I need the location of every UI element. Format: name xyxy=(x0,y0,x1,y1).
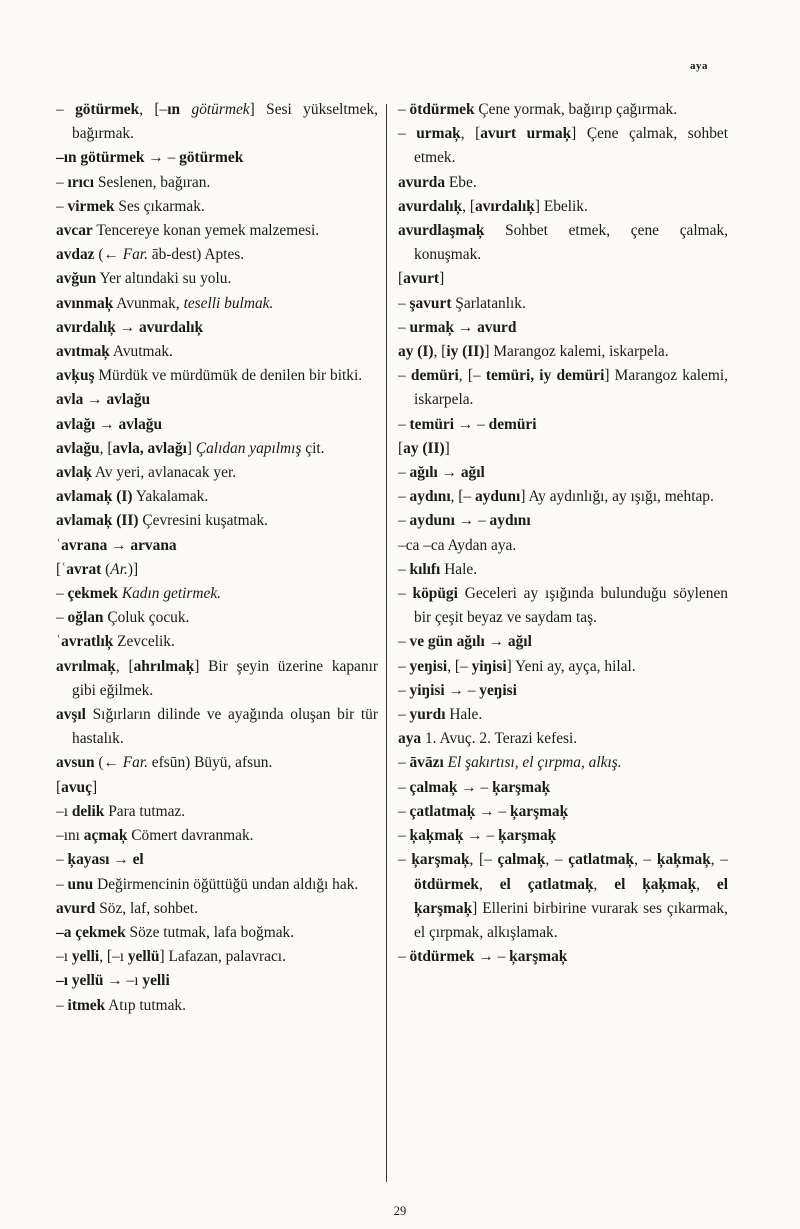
dictionary-entry xyxy=(398,945,728,969)
dictionary-entry xyxy=(56,98,378,146)
dictionary-entry xyxy=(56,146,378,170)
dictionary-entry xyxy=(398,751,728,775)
definition-text: – xyxy=(398,488,410,506)
dictionary-entry xyxy=(398,800,728,824)
definition-text: – xyxy=(398,778,410,796)
headword: unu xyxy=(67,875,94,893)
definition-text: – xyxy=(398,633,410,651)
dictionary-entry xyxy=(56,824,378,848)
definition-text: , – xyxy=(545,851,569,869)
definition-text: – xyxy=(56,609,68,627)
headword: avla xyxy=(56,391,84,409)
definition-text: ] Lafazan, palavracı. xyxy=(159,948,286,966)
dictionary-entry xyxy=(56,509,378,533)
definition-text: – xyxy=(56,197,68,215)
definition-text: Zevcelik. xyxy=(113,633,175,651)
headword: kılıfı xyxy=(409,560,441,578)
definition-text: → xyxy=(109,851,133,869)
dictionary-entry xyxy=(398,558,728,582)
definition-text: Sığırların dilinde ve ayağında oluşan bir tür hastalık. xyxy=(72,706,378,748)
headword: avurd xyxy=(477,318,517,336)
page-number: 29 xyxy=(393,1204,407,1218)
headword: ķarşmaķ xyxy=(498,827,557,845)
headword: –a çekmek xyxy=(56,923,126,941)
dictionary-entry xyxy=(56,437,378,461)
definition-text: ] Sesi yükseltmek, bağırmak. xyxy=(72,101,378,143)
headword: avırdalıķ xyxy=(474,197,535,215)
italic-text: Far. xyxy=(122,246,148,264)
definition-text: – xyxy=(398,706,410,724)
running-head: aya xyxy=(690,60,708,72)
headword: ʿavrana xyxy=(56,536,108,554)
italic-text: Kadın getirmek. xyxy=(121,585,222,603)
italic-text: teselli bulmak. xyxy=(183,294,274,312)
definition-text: , xyxy=(478,875,500,893)
headword: avğun xyxy=(56,270,97,288)
headword: avlamaķ (II) xyxy=(56,512,139,530)
definition-text: – xyxy=(56,851,68,869)
definition-text: – xyxy=(398,560,410,578)
definition-text: → – xyxy=(454,512,490,530)
headword: avurt xyxy=(403,270,440,288)
dictionary-entry xyxy=(398,509,728,533)
definition-text: – xyxy=(398,415,410,433)
definition-text: , [ xyxy=(460,125,481,143)
dictionary-entry xyxy=(398,340,728,364)
headword: ķarşmaķ xyxy=(411,851,470,869)
dictionary-entry xyxy=(398,485,728,509)
definition-text: → – xyxy=(454,415,489,433)
headword: ın xyxy=(167,101,181,118)
definition-text: Mürdük ve mürdümük de denilen bir bitki. xyxy=(94,367,363,385)
dictionary-entry xyxy=(398,195,728,219)
definition-text: Sohbet etmek, çene çalmak, konuşmak. xyxy=(414,222,728,264)
headword: ķaķmaķ xyxy=(409,827,464,845)
dictionary-entry xyxy=(56,969,378,993)
definition-text: Söze tutmak, lafa boğmak. xyxy=(125,923,295,941)
italic-text: götürmek xyxy=(191,101,250,118)
definition-text: ] Ebelik. xyxy=(534,197,588,215)
headword: ķayası xyxy=(67,851,110,869)
headword: ırıcı xyxy=(67,173,95,191)
definition-text: –ı xyxy=(56,948,72,966)
definition-text: → – xyxy=(474,948,510,966)
definition-text: – xyxy=(398,681,410,699)
definition-text: , [ xyxy=(462,197,475,215)
definition-text: → – xyxy=(475,802,511,820)
headword: aydını xyxy=(489,512,531,530)
definition-text: – xyxy=(398,948,410,966)
definition-text: , xyxy=(696,875,717,893)
definition-text: [ xyxy=(398,439,404,457)
headword: aydunı xyxy=(474,488,521,506)
definition-text: )] xyxy=(127,560,139,578)
headword: itmek xyxy=(67,996,106,1014)
definition-text: 1. Avuç. 2. Terazi kefesi. xyxy=(421,730,578,748)
definition-text: Yer altındaki su yolu. xyxy=(96,270,232,288)
definition-text: Söz, laf, sohbet. xyxy=(95,899,198,917)
definition-text: Geceleri ay ışığında bulunduğu söylenen bir çeşit beyaz ve saydam taş. xyxy=(414,585,728,627)
definition-text: → – xyxy=(144,149,180,167)
headword: ʿavratlıķ xyxy=(56,633,114,651)
definition-text: , [ xyxy=(433,343,447,361)
definition-text xyxy=(180,101,191,118)
definition-text: āb-dest) Aptes. xyxy=(147,246,245,264)
headword: el xyxy=(132,851,144,869)
dictionary-entry xyxy=(398,824,728,848)
headword: çalmaķ xyxy=(409,778,458,796)
definition-text: ] Marangoz kalemi, iskarpela. xyxy=(484,343,669,361)
definition-text: , [–ı xyxy=(99,948,128,966)
headword: yellü xyxy=(127,948,160,966)
definition-text: , [– xyxy=(450,488,475,506)
definition-text: , [– xyxy=(458,367,486,385)
headword: avıtmaķ xyxy=(56,343,110,361)
dictionary-entry xyxy=(398,316,728,340)
definition-text: Değirmencinin öğüttüğü undan aldığı hak. xyxy=(93,875,359,893)
definition-text: ] xyxy=(444,439,450,457)
headword: aya xyxy=(398,730,422,748)
definition-text: ] xyxy=(439,270,445,288)
headword: yurdı xyxy=(409,706,446,724)
headword: yiŋisi xyxy=(409,681,445,699)
definition-text: Ebe. xyxy=(445,173,477,191)
headword: avlağu xyxy=(106,391,151,409)
definition-text: – xyxy=(56,875,68,893)
definition-text: – xyxy=(56,585,68,603)
headword: ķarşmaķ xyxy=(509,948,568,966)
definition-text: – xyxy=(398,657,410,675)
definition-text: , [– xyxy=(139,101,168,118)
headword: avsun xyxy=(56,754,95,772)
dictionary-entry xyxy=(56,655,378,703)
headword: avurt urmaķ xyxy=(480,125,572,143)
definition-text: Cömert davranmak. xyxy=(127,827,254,845)
headword: köpügi xyxy=(412,585,458,603)
headword: ahrılmaķ xyxy=(133,657,195,675)
definition-text: → – xyxy=(444,681,480,699)
definition-text: – xyxy=(398,101,410,118)
headword: şavurt xyxy=(409,294,452,312)
headword: avurd xyxy=(56,899,96,917)
headword: avrılmaķ xyxy=(56,657,116,675)
dictionary-entry xyxy=(56,413,378,437)
definition-text: , – xyxy=(710,851,728,869)
headword: yiŋisi xyxy=(471,657,507,675)
definition-text: → xyxy=(83,391,107,409)
dictionary-entry xyxy=(56,703,378,751)
headword: el çatlatmaķ xyxy=(499,875,594,893)
dictionary-entry xyxy=(56,582,378,606)
dictionary-entry xyxy=(398,534,728,558)
definition-text: ] Yeni ay, ayça, hilal. xyxy=(506,657,636,675)
definition-text: Hale. xyxy=(445,706,483,724)
dictionary-entry xyxy=(56,630,378,654)
dictionary-entry xyxy=(398,364,728,412)
dictionary-entry xyxy=(398,776,728,800)
dictionary-entry xyxy=(56,921,378,945)
definition-text: – xyxy=(398,512,410,530)
dictionary-entry xyxy=(56,388,378,412)
definition-text: ] Ellerini birbirine vurarak ses çıkarmak, el çırpmak, alkışlamak. xyxy=(414,899,728,941)
headword: avla, avlağı xyxy=(112,439,187,457)
headword: ötdürmek xyxy=(409,948,475,966)
definition-text: [ xyxy=(56,560,62,578)
italic-text: El şakırtısı, el çırpma, alkış. xyxy=(447,754,622,772)
definition-text: – xyxy=(398,802,410,820)
definition-text: –ını xyxy=(56,827,84,845)
headword: yelli xyxy=(142,972,170,990)
dictionary-entry xyxy=(398,98,728,122)
definition-text: Para tutmaz. xyxy=(104,802,186,820)
dictionary-entry xyxy=(398,727,728,751)
headword: virmek xyxy=(67,197,115,215)
definition-text: – xyxy=(398,754,410,772)
dictionary-entry xyxy=(56,195,378,219)
dictionary-entry xyxy=(398,122,728,170)
definition-text: –ca –ca Aydan aya. xyxy=(398,536,517,554)
definition-text: – xyxy=(398,464,410,482)
dictionary-entry xyxy=(398,437,728,461)
definition-text: → – xyxy=(457,778,493,796)
dictionary-entry xyxy=(56,751,378,775)
headword: ķarşmaķ xyxy=(492,778,551,796)
definition-text: (← xyxy=(94,246,123,264)
italic-text: Far. xyxy=(122,754,148,772)
dictionary-entry xyxy=(398,582,728,630)
dictionary-entry xyxy=(398,679,728,703)
headword: ağılı xyxy=(409,464,438,482)
definition-text: – xyxy=(398,367,411,385)
dictionary-entry xyxy=(56,994,378,1018)
headword: çalmaķ xyxy=(497,851,546,869)
definition-text: → xyxy=(107,536,131,554)
headword: avınmaķ xyxy=(56,294,114,312)
headword: arvana xyxy=(130,536,177,554)
dictionary-entry xyxy=(398,219,728,267)
headword: avurdalıķ xyxy=(138,318,204,336)
definition-text: Avunmak, xyxy=(113,294,184,312)
definition-text: Atıp tutmak. xyxy=(105,996,186,1014)
definition-text: , [– xyxy=(469,851,498,869)
definition-text: ] Ay aydınlığı, ay ışığı, mehtap. xyxy=(520,488,714,506)
dictionary-entry xyxy=(56,558,378,582)
headword: ay (II) xyxy=(403,439,445,457)
headword: avdaz xyxy=(56,246,95,264)
headword: –ı yellü xyxy=(56,972,104,990)
definition-text: –ı xyxy=(56,802,72,820)
dictionary-entry xyxy=(398,413,728,437)
definition-text: – xyxy=(398,851,412,869)
headword: demüri xyxy=(488,415,537,433)
definition-text: – xyxy=(398,827,410,845)
headword: avırdalıķ xyxy=(56,318,116,336)
definition-text: Ses çıkarmak. xyxy=(114,197,205,215)
dictionary-entry xyxy=(56,340,378,364)
headword: –ın götürmek xyxy=(56,149,145,167)
headword: avlağı xyxy=(56,415,96,433)
dictionary-entry xyxy=(56,776,378,800)
dictionary-entry xyxy=(398,171,728,195)
dictionary-entry xyxy=(56,800,378,824)
dictionary-entry xyxy=(398,703,728,727)
definition-text: ( xyxy=(101,560,111,578)
definition-text: – xyxy=(56,173,68,191)
dictionary-entry xyxy=(398,267,728,291)
definition-text: , [ xyxy=(115,657,134,675)
headword: götürmek xyxy=(179,149,244,167)
right-column xyxy=(398,98,728,969)
headword: oğlan xyxy=(67,609,104,627)
headword: çatlatmaķ xyxy=(568,851,635,869)
headword: götürmek xyxy=(75,101,140,118)
dictionary-entry xyxy=(56,267,378,291)
definition-text: – xyxy=(398,294,410,312)
dictionary-entry xyxy=(56,873,378,897)
headword: çekmek xyxy=(67,585,118,603)
headword: yeŋisi xyxy=(409,657,448,675)
headword: ötdürmek xyxy=(409,101,475,118)
definition-text: [ xyxy=(56,778,62,796)
definition-text: Yakalamak. xyxy=(132,488,209,506)
definition-text: – xyxy=(398,125,417,143)
definition-text: (← xyxy=(94,754,123,772)
dictionary-entry xyxy=(56,219,378,243)
definition-text: , xyxy=(593,875,615,893)
definition-text: Şarlatanlık. xyxy=(451,294,526,312)
dictionary-entry xyxy=(398,848,728,945)
definition-text: , [ xyxy=(99,439,113,457)
italic-text: Çalıdan yapılmış xyxy=(195,439,302,457)
definition-text: – xyxy=(398,318,410,336)
dictionary-entry xyxy=(56,534,378,558)
definition-text: Seslenen, bağıran. xyxy=(94,173,211,191)
definition-text: – xyxy=(56,101,76,118)
headword: avuç xyxy=(61,778,92,796)
headword: avurdlaşmaķ xyxy=(398,222,485,240)
headword: avlaķ xyxy=(56,464,92,482)
definition-text: Tencereye konan yemek malzemesi. xyxy=(92,222,320,240)
dictionary-entry xyxy=(398,655,728,679)
dictionary-entry xyxy=(398,630,728,654)
headword: el ķaķmaķ xyxy=(614,875,697,893)
headword: urmaķ xyxy=(416,125,461,143)
headword: avlağu xyxy=(118,415,163,433)
dictionary-entry xyxy=(56,485,378,509)
headword: urmaķ xyxy=(409,318,455,336)
headword: ķaķmaķ xyxy=(656,851,711,869)
headword: temüri, iy demüri xyxy=(485,367,605,385)
headword: avşıl xyxy=(56,706,86,724)
dictionary-entry xyxy=(56,945,378,969)
definition-text: ] Çene çalmak, sohbet etmek. xyxy=(414,125,728,167)
dictionary-entry xyxy=(56,364,378,388)
headword: el ķarşmaķ xyxy=(414,875,728,917)
headword: ve gün ağılı xyxy=(409,633,485,651)
definition-text: Avutmak. xyxy=(109,343,173,361)
definition-text: Çevresini kuşatmak. xyxy=(138,512,269,530)
definition-text: → xyxy=(95,415,119,433)
definition-text: [ xyxy=(398,270,404,288)
definition-text: → – xyxy=(463,827,499,845)
headword: ağıl xyxy=(507,633,532,651)
headword: iy (II) xyxy=(446,343,485,361)
headword: yeŋisi xyxy=(479,681,517,699)
definition-text: → xyxy=(115,318,139,336)
headword: ʿavrat xyxy=(61,560,102,578)
definition-text: çit. xyxy=(301,439,325,457)
definition-text: ] xyxy=(91,778,98,796)
definition-text: → –ı xyxy=(103,972,143,990)
dictionary-entry xyxy=(56,243,378,267)
headword: aydını xyxy=(409,488,451,506)
headword: çatlatmaķ xyxy=(409,802,476,820)
headword: açmaķ xyxy=(83,827,128,845)
headword: avcar xyxy=(56,222,93,240)
dictionary-entry xyxy=(56,897,378,921)
dictionary-entry xyxy=(56,848,378,872)
headword: demüri xyxy=(410,367,459,385)
definition-text: efsūn) Büyü, afsun. xyxy=(147,754,273,772)
dictionary-entry xyxy=(56,606,378,630)
dictionary-entry xyxy=(56,461,378,485)
definition-text: Hale. xyxy=(440,560,478,578)
headword: avlamaķ (I) xyxy=(56,488,133,506)
definition-text: Çoluk çocuk. xyxy=(103,609,190,627)
column-divider xyxy=(386,104,387,1182)
headword: avurda xyxy=(398,173,446,191)
definition-text: ] Bir şeyin üzerine kapanır gibi eğilmek. xyxy=(72,657,378,699)
headword: ağıl xyxy=(460,464,485,482)
dictionary-entry xyxy=(398,461,728,485)
definition-text: → xyxy=(454,318,478,336)
definition-text: Çene yormak, bağırıp çağırmak. xyxy=(474,101,678,118)
definition-text: Av yeri, avlanacak yer. xyxy=(91,464,237,482)
headword: ay (I) xyxy=(398,343,434,361)
definition-text: ] Marangoz kalemi, iskarpela. xyxy=(414,367,728,409)
dictionary-entry xyxy=(398,292,728,316)
headword: avurdalıķ xyxy=(398,197,463,215)
headword: avķuş xyxy=(56,367,95,385)
headword: ķarşmaķ xyxy=(510,802,569,820)
dictionary-entry xyxy=(56,316,378,340)
definition-text: → xyxy=(484,633,508,651)
definition-text: , [– xyxy=(447,657,472,675)
dictionary-entry xyxy=(56,171,378,195)
definition-text: ] xyxy=(186,439,196,457)
headword: avlağu xyxy=(56,439,100,457)
dictionary-entry xyxy=(56,292,378,316)
definition-text: , – xyxy=(634,851,657,869)
italic-text: Ar. xyxy=(110,560,128,578)
headword: delik xyxy=(71,802,105,820)
definition-text: – xyxy=(398,585,413,603)
headword: āvāzı xyxy=(409,754,444,772)
headword: temüri xyxy=(409,415,454,433)
headword: yelli xyxy=(71,948,100,966)
definition-text: → xyxy=(437,464,461,482)
headword: aydunı xyxy=(409,512,455,530)
headword: ötdürmek xyxy=(414,875,479,893)
left-column xyxy=(56,98,378,1018)
definition-text: – xyxy=(56,996,68,1014)
